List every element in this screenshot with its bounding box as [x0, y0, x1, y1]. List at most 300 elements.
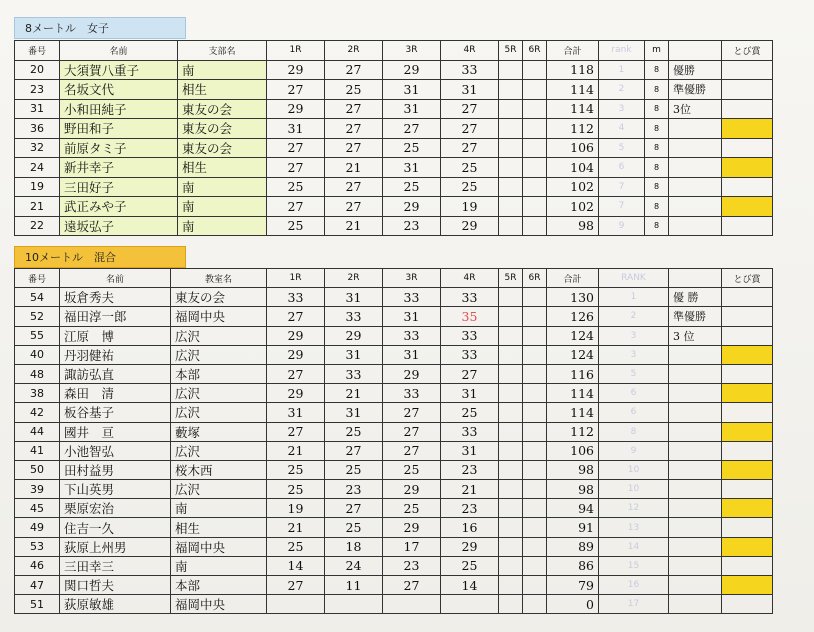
tobi-award-cell [722, 499, 773, 518]
round-score-r1: 29 [267, 384, 325, 403]
round-score-6r [523, 422, 547, 441]
tobi-award-cell [722, 288, 773, 307]
total-score: 104 [547, 158, 599, 178]
table-row [15, 403, 773, 422]
round-score-r3: 27 [383, 441, 441, 460]
round-score-r4: 27 [441, 119, 499, 139]
tobi-award-cell [722, 177, 773, 197]
column-header: 教室名 [171, 269, 267, 288]
total-score: 106 [547, 441, 599, 460]
round-score-5r [499, 537, 523, 556]
award-cell [669, 364, 722, 383]
round-score-r1: 25 [267, 537, 325, 556]
award-cell: 準優勝 [669, 307, 722, 326]
round-score-r4: 27 [441, 99, 499, 119]
class-name: 福岡中央 [171, 595, 267, 614]
participant-name: 丹羽健祐 [60, 345, 171, 364]
participant-name: 國井 亘 [60, 422, 171, 441]
entry-number: 51 [15, 595, 60, 614]
total-score: 0 [547, 595, 599, 614]
distance-cell: 8 [645, 197, 669, 217]
entry-number: 24 [15, 158, 60, 178]
rank-cell: 6 [599, 158, 645, 178]
round-score-r3: 31 [383, 307, 441, 326]
branch-name: 南 [178, 177, 267, 197]
round-score-r4: 27 [441, 364, 499, 383]
class-name: 南 [171, 499, 267, 518]
round-score-5r [499, 197, 523, 217]
participant-name: 諏訪弘直 [60, 364, 171, 383]
class-name: 相生 [171, 518, 267, 537]
award-cell [669, 138, 722, 158]
table-row [15, 345, 773, 364]
round-score-r4: 33 [441, 60, 499, 80]
women-8m-table [14, 40, 773, 236]
distance-cell: 8 [645, 138, 669, 158]
round-score-r2: 31 [325, 288, 383, 307]
round-score-r2: 31 [325, 345, 383, 364]
round-score-r4: 16 [441, 518, 499, 537]
round-score-r1: 19 [267, 499, 325, 518]
award-cell [669, 518, 722, 537]
column-header: 6R [523, 41, 547, 61]
participant-name: 栗原宏治 [60, 499, 171, 518]
branch-name: 相生 [178, 80, 267, 100]
distance-cell: 8 [645, 80, 669, 100]
rank-cell: 13 [599, 518, 669, 537]
entry-number: 39 [15, 480, 60, 499]
column-header: 4R [441, 269, 499, 288]
class-name: 広沢 [171, 480, 267, 499]
award-cell: 優勝 [669, 60, 722, 80]
round-score-6r [523, 537, 547, 556]
round-score-r2: 21 [325, 384, 383, 403]
column-header: 番号 [15, 41, 60, 61]
round-score-r2: 11 [325, 576, 383, 595]
round-score-r3: 29 [383, 60, 441, 80]
round-score-r3: 27 [383, 403, 441, 422]
round-score-r1: 29 [267, 60, 325, 80]
table-row [15, 99, 773, 119]
entry-number: 20 [15, 60, 60, 80]
round-score-r3: 29 [383, 480, 441, 499]
table-row [15, 177, 773, 197]
rank-cell: 17 [599, 595, 669, 614]
branch-name: 南 [178, 216, 267, 236]
round-score-r2: 21 [325, 158, 383, 178]
tobi-award-cell [722, 364, 773, 383]
round-score-6r [523, 364, 547, 383]
table-row [15, 138, 773, 158]
total-score: 114 [547, 99, 599, 119]
rank-cell: 3 [599, 326, 669, 345]
round-score-6r [523, 556, 547, 575]
participant-name: 小池智弘 [60, 441, 171, 460]
round-score-r1: 25 [267, 216, 325, 236]
table-row [15, 537, 773, 556]
entry-number: 21 [15, 197, 60, 217]
table-row [15, 556, 773, 575]
column-header: 番号 [15, 269, 60, 288]
rank-cell: 3 [599, 345, 669, 364]
round-score-6r [523, 158, 547, 178]
table-row [15, 119, 773, 139]
participant-name: 荻原敏雄 [60, 595, 171, 614]
round-score-r3: 29 [383, 518, 441, 537]
round-score-r3: 27 [383, 422, 441, 441]
round-score-r1: 29 [267, 99, 325, 119]
column-header: 3R [383, 41, 441, 61]
column-header [669, 269, 722, 288]
round-score-r2: 25 [325, 80, 383, 100]
round-score-r4: 29 [441, 537, 499, 556]
round-score-5r [499, 480, 523, 499]
class-name: 藪塚 [171, 422, 267, 441]
participant-name: 板谷基子 [60, 403, 171, 422]
total-score: 112 [547, 119, 599, 139]
round-score-r2: 27 [325, 197, 383, 217]
entry-number: 41 [15, 441, 60, 460]
round-score-r1: 29 [267, 326, 325, 345]
round-score-5r [499, 326, 523, 345]
round-score-6r [523, 197, 547, 217]
round-score-r1: 27 [267, 138, 325, 158]
participant-name: 江原 博 [60, 326, 171, 345]
total-score: 124 [547, 326, 599, 345]
rank-cell: 9 [599, 441, 669, 460]
column-header: 合計 [547, 269, 599, 288]
table-row [15, 499, 773, 518]
round-score-r3: 25 [383, 460, 441, 479]
round-score-5r [499, 158, 523, 178]
round-score-r4: 19 [441, 197, 499, 217]
award-cell [669, 403, 722, 422]
tobi-award-cell [722, 307, 773, 326]
round-score-6r [523, 460, 547, 479]
award-cell: 3位 [669, 99, 722, 119]
table-row [15, 422, 773, 441]
column-header: 3R [383, 269, 441, 288]
class-name: 本部 [171, 576, 267, 595]
total-score: 114 [547, 403, 599, 422]
tobi-award-cell [722, 216, 773, 236]
award-cell [669, 556, 722, 575]
round-score-r4: 31 [441, 441, 499, 460]
award-cell [669, 595, 722, 614]
award-cell [669, 119, 722, 139]
round-score-6r [523, 307, 547, 326]
round-score-r2 [325, 595, 383, 614]
round-score-r2: 27 [325, 177, 383, 197]
distance-cell: 8 [645, 158, 669, 178]
round-score-5r [499, 119, 523, 139]
table-row [15, 518, 773, 537]
round-score-r2: 33 [325, 307, 383, 326]
round-score-r1: 31 [267, 403, 325, 422]
class-name: 南 [171, 556, 267, 575]
participant-name: 野田和子 [60, 119, 178, 139]
round-score-r3: 31 [383, 80, 441, 100]
class-name: 広沢 [171, 403, 267, 422]
rank-cell: 1 [599, 60, 645, 80]
round-score-r1: 29 [267, 345, 325, 364]
rank-cell: 9 [599, 216, 645, 236]
round-score-5r [499, 576, 523, 595]
award-cell [669, 499, 722, 518]
class-name: 広沢 [171, 384, 267, 403]
class-name: 広沢 [171, 326, 267, 345]
round-score-5r [499, 384, 523, 403]
participant-name: 関口哲夫 [60, 576, 171, 595]
round-score-r1 [267, 595, 325, 614]
total-score: 114 [547, 80, 599, 100]
round-score-6r [523, 60, 547, 80]
round-score-r1: 14 [267, 556, 325, 575]
table-row [15, 441, 773, 460]
total-score: 130 [547, 288, 599, 307]
award-cell: 優 勝 [669, 288, 722, 307]
column-header: 名前 [60, 41, 178, 61]
column-header: 4R [441, 41, 499, 61]
entry-number: 32 [15, 138, 60, 158]
round-score-6r [523, 216, 547, 236]
participant-name: 三田好子 [60, 177, 178, 197]
round-score-r1: 27 [267, 80, 325, 100]
tobi-award-cell [722, 99, 773, 119]
class-name: 本部 [171, 364, 267, 383]
entry-number: 54 [15, 288, 60, 307]
table-row [15, 480, 773, 499]
entry-number: 47 [15, 576, 60, 595]
award-cell [669, 177, 722, 197]
table-row [15, 197, 773, 217]
round-score-r3: 29 [383, 197, 441, 217]
tobi-award-cell [722, 158, 773, 178]
participant-name: 新井幸子 [60, 158, 178, 178]
tobi-award-cell [722, 80, 773, 100]
entry-number: 45 [15, 499, 60, 518]
round-score-5r [499, 499, 523, 518]
round-score-r3: 31 [383, 99, 441, 119]
round-score-r3: 27 [383, 119, 441, 139]
round-score-r2: 27 [325, 499, 383, 518]
column-header: 1R [267, 269, 325, 288]
participant-name: 下山英男 [60, 480, 171, 499]
mixed-10m-table [14, 268, 773, 614]
rank-cell: 10 [599, 460, 669, 479]
column-header: RANK [599, 269, 669, 288]
round-score-r2: 27 [325, 138, 383, 158]
round-score-r2: 27 [325, 60, 383, 80]
round-score-r3: 29 [383, 364, 441, 383]
participant-name: 武正みや子 [60, 197, 178, 217]
round-score-r2: 18 [325, 537, 383, 556]
table-row [15, 60, 773, 80]
award-cell [669, 384, 722, 403]
participant-name: 森田 清 [60, 384, 171, 403]
round-score-5r [499, 80, 523, 100]
column-header: 6R [523, 269, 547, 288]
rank-cell: 1 [599, 288, 669, 307]
tobi-award-cell [722, 460, 773, 479]
round-score-6r [523, 518, 547, 537]
round-score-6r [523, 80, 547, 100]
participant-name: 坂倉秀夫 [60, 288, 171, 307]
round-score-r3: 33 [383, 326, 441, 345]
round-score-r4: 31 [441, 384, 499, 403]
participant-name: 小和田純子 [60, 99, 178, 119]
tobi-award-cell [722, 197, 773, 217]
round-score-r4: 21 [441, 480, 499, 499]
entry-number: 42 [15, 403, 60, 422]
round-score-r1: 25 [267, 480, 325, 499]
section2-title: 10メートル 混合 [14, 246, 186, 268]
entry-number: 50 [15, 460, 60, 479]
round-score-r4: 35 [441, 307, 499, 326]
round-score-r1: 33 [267, 288, 325, 307]
rank-cell: 8 [599, 422, 669, 441]
tobi-award-cell [722, 138, 773, 158]
round-score-5r [499, 518, 523, 537]
total-score: 124 [547, 345, 599, 364]
round-score-r2: 27 [325, 119, 383, 139]
entry-number: 23 [15, 80, 60, 100]
entry-number: 53 [15, 537, 60, 556]
round-score-5r [499, 595, 523, 614]
round-score-r4: 33 [441, 288, 499, 307]
round-score-r1: 27 [267, 422, 325, 441]
round-score-r1: 25 [267, 177, 325, 197]
round-score-r1: 27 [267, 364, 325, 383]
distance-cell: 8 [645, 119, 669, 139]
column-header: m [645, 41, 669, 61]
tobi-award-cell [722, 441, 773, 460]
round-score-r2: 33 [325, 364, 383, 383]
round-score-6r [523, 345, 547, 364]
round-score-6r [523, 403, 547, 422]
round-score-6r [523, 595, 547, 614]
participant-name: 名坂文代 [60, 80, 178, 100]
total-score: 102 [547, 197, 599, 217]
award-cell [669, 576, 722, 595]
round-score-6r [523, 384, 547, 403]
entry-number: 40 [15, 345, 60, 364]
entry-number: 19 [15, 177, 60, 197]
round-score-r4: 25 [441, 177, 499, 197]
round-score-r3: 23 [383, 216, 441, 236]
round-score-r4: 23 [441, 499, 499, 518]
table-row [15, 576, 773, 595]
column-header: 2R [325, 41, 383, 61]
column-header: とび賞 [722, 269, 773, 288]
tobi-award-cell [722, 556, 773, 575]
class-name: 桜木西 [171, 460, 267, 479]
round-score-r4: 31 [441, 80, 499, 100]
total-score: 86 [547, 556, 599, 575]
round-score-6r [523, 576, 547, 595]
round-score-r3: 31 [383, 345, 441, 364]
class-name: 広沢 [171, 441, 267, 460]
entry-number: 44 [15, 422, 60, 441]
round-score-5r [499, 422, 523, 441]
rank-cell: 12 [599, 499, 669, 518]
entry-number: 48 [15, 364, 60, 383]
round-score-r2: 25 [325, 460, 383, 479]
round-score-r3: 17 [383, 537, 441, 556]
round-score-r4: 33 [441, 345, 499, 364]
round-score-6r [523, 138, 547, 158]
table-row [15, 158, 773, 178]
entry-number: 36 [15, 119, 60, 139]
branch-name: 東友の会 [178, 99, 267, 119]
award-cell: 3 位 [669, 326, 722, 345]
branch-name: 相生 [178, 158, 267, 178]
column-header: 名前 [60, 269, 171, 288]
round-score-r2: 29 [325, 326, 383, 345]
total-score: 126 [547, 307, 599, 326]
branch-name: 東友の会 [178, 119, 267, 139]
award-cell [669, 197, 722, 217]
round-score-r1: 21 [267, 518, 325, 537]
round-score-r2: 25 [325, 518, 383, 537]
tobi-award-cell [722, 480, 773, 499]
tobi-award-cell [722, 403, 773, 422]
round-score-5r [499, 345, 523, 364]
distance-cell: 8 [645, 216, 669, 236]
total-score: 89 [547, 537, 599, 556]
column-header: 5R [499, 269, 523, 288]
tobi-award-cell [722, 518, 773, 537]
round-score-r4 [441, 595, 499, 614]
tobi-award-cell [722, 60, 773, 80]
round-score-6r [523, 177, 547, 197]
round-score-r2: 27 [325, 441, 383, 460]
entry-number: 46 [15, 556, 60, 575]
total-score: 114 [547, 384, 599, 403]
round-score-r1: 25 [267, 460, 325, 479]
round-score-r4: 14 [441, 576, 499, 595]
entry-number: 38 [15, 384, 60, 403]
total-score: 102 [547, 177, 599, 197]
award-cell: 準優勝 [669, 80, 722, 100]
total-score: 91 [547, 518, 599, 537]
round-score-5r [499, 216, 523, 236]
rank-cell: 6 [599, 403, 669, 422]
entry-number: 31 [15, 99, 60, 119]
total-score: 118 [547, 60, 599, 80]
rank-cell: 7 [599, 177, 645, 197]
rank-cell: 15 [599, 556, 669, 575]
distance-cell: 8 [645, 60, 669, 80]
round-score-r1: 27 [267, 197, 325, 217]
round-score-5r [499, 460, 523, 479]
class-name: 福岡中央 [171, 537, 267, 556]
round-score-5r [499, 99, 523, 119]
rank-cell: 16 [599, 576, 669, 595]
award-cell [669, 441, 722, 460]
round-score-5r [499, 60, 523, 80]
column-header: rank [599, 41, 645, 61]
round-score-5r [499, 403, 523, 422]
column-header: 2R [325, 269, 383, 288]
table-row [15, 460, 773, 479]
tobi-award-cell [722, 119, 773, 139]
round-score-r1: 31 [267, 119, 325, 139]
round-score-r1: 27 [267, 576, 325, 595]
round-score-6r [523, 326, 547, 345]
total-score: 98 [547, 460, 599, 479]
table-row [15, 364, 773, 383]
